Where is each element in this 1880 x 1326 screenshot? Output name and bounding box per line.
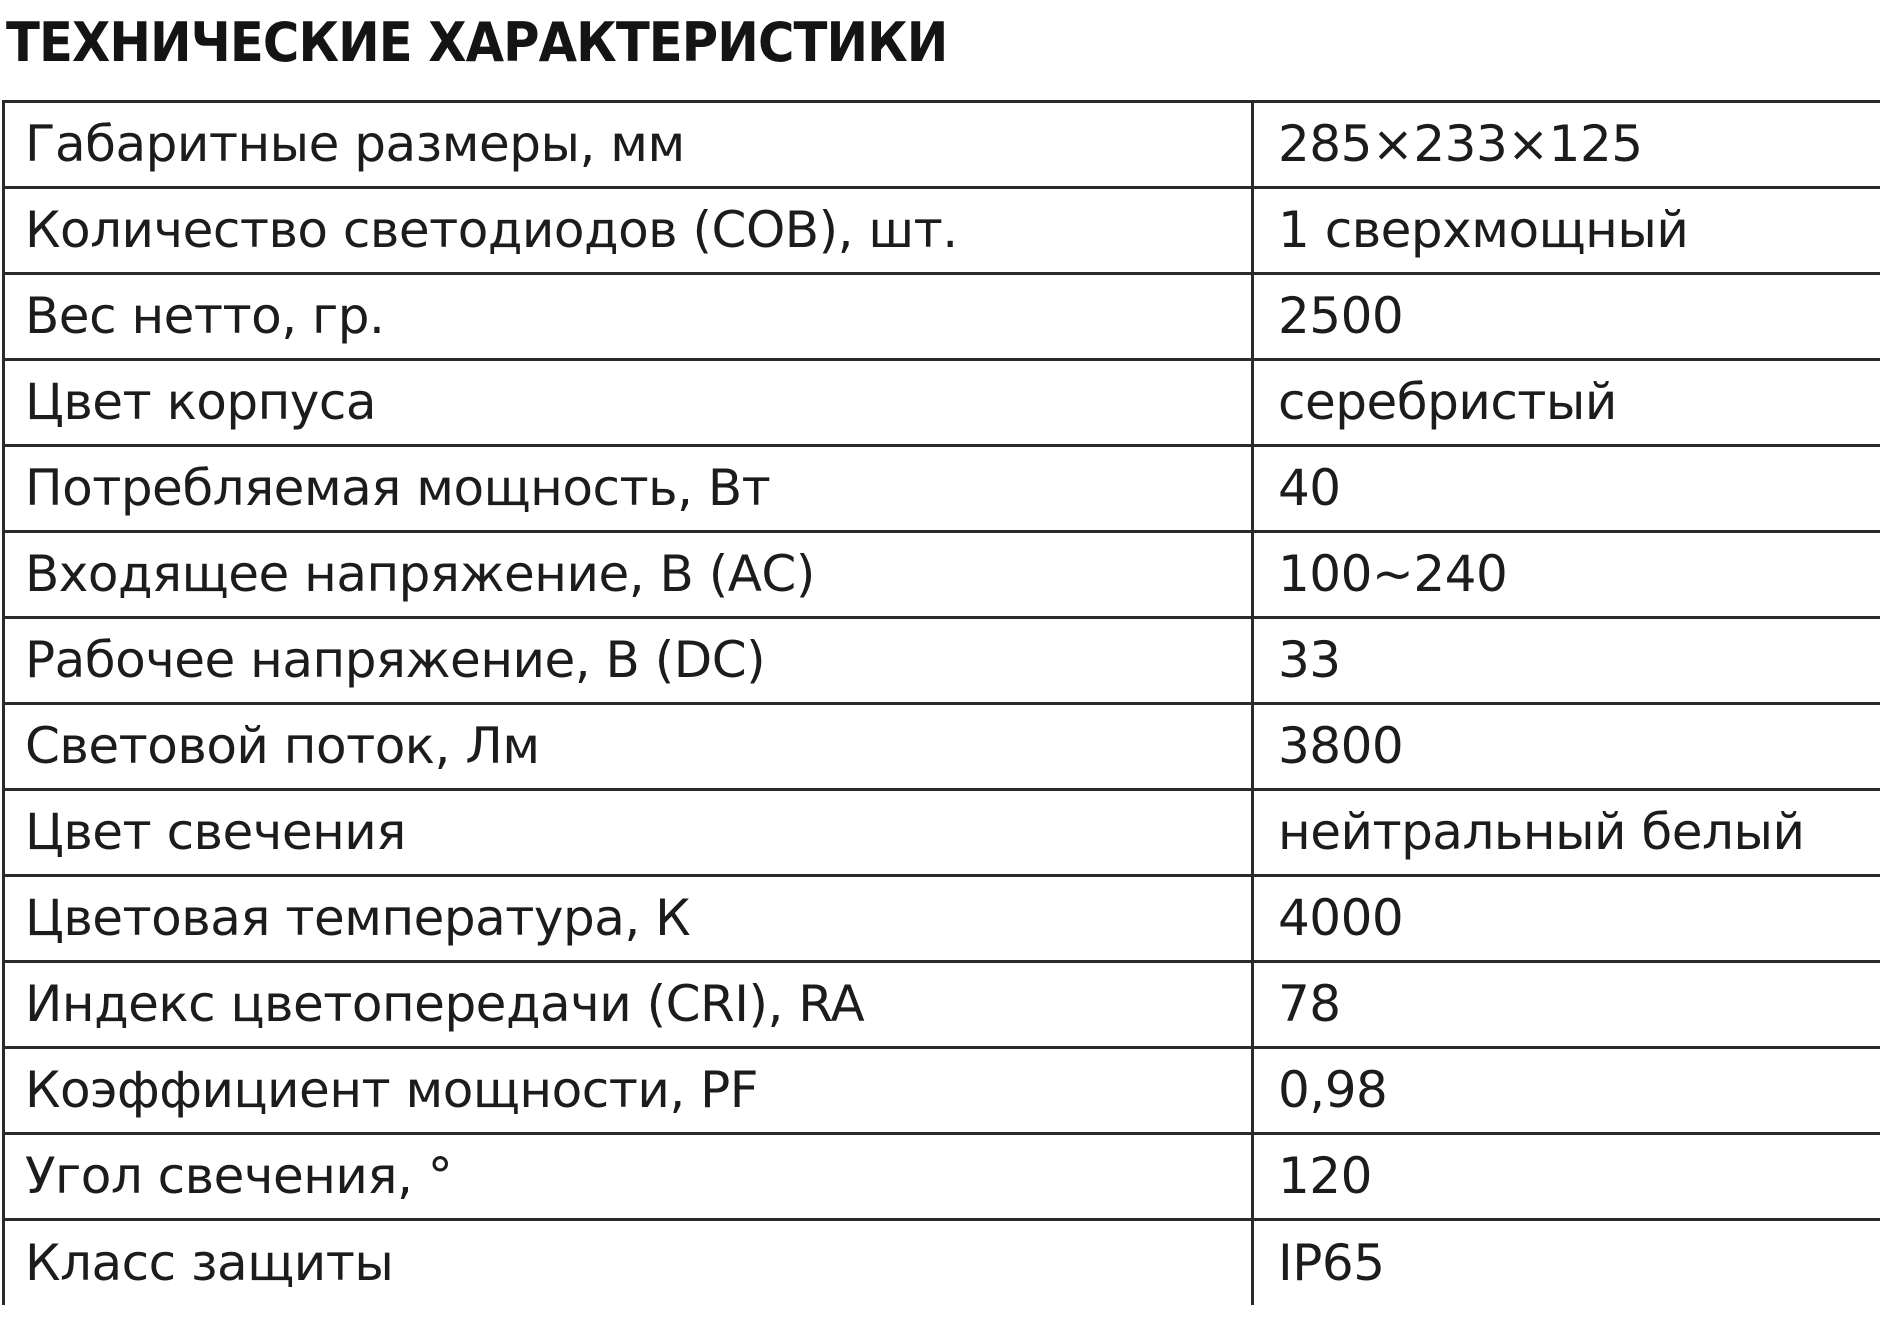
table-row bbox=[4, 876, 1880, 962]
table-row bbox=[4, 360, 1880, 446]
spec-name: Коэффициент мощности, PF bbox=[4, 1048, 1253, 1134]
spec-value: 33 bbox=[1253, 618, 1880, 704]
spec-name: Цветовая температура, К bbox=[4, 876, 1253, 962]
spec-value: IP65 bbox=[1253, 1220, 1880, 1306]
table-row bbox=[4, 532, 1880, 618]
spec-value: нейтральный белый bbox=[1253, 790, 1880, 876]
spec-name: Вес нетто, гр. bbox=[4, 274, 1253, 360]
table-row bbox=[4, 102, 1880, 188]
spec-value: 100~240 bbox=[1253, 532, 1880, 618]
spec-name: Габаритные размеры, мм bbox=[4, 102, 1253, 188]
table-row bbox=[4, 1220, 1880, 1306]
spec-name: Количество светодиодов (COB), шт. bbox=[4, 188, 1253, 274]
spec-value: 40 bbox=[1253, 446, 1880, 532]
spec-table bbox=[2, 100, 1880, 1305]
table-row bbox=[4, 1134, 1880, 1220]
spec-name: Световой поток, Лм bbox=[4, 704, 1253, 790]
spec-name: Рабочее напряжение, В (DC) bbox=[4, 618, 1253, 704]
table-row bbox=[4, 790, 1880, 876]
table-row bbox=[4, 962, 1880, 1048]
spec-value: 4000 bbox=[1253, 876, 1880, 962]
table-row bbox=[4, 704, 1880, 790]
spec-name: Угол свечения, ° bbox=[4, 1134, 1253, 1220]
spec-value: 285×233×125 bbox=[1253, 102, 1880, 188]
page-title: ТЕХНИЧЕСКИЕ ХАРАКТЕРИСТИКИ bbox=[6, 11, 948, 74]
spec-value: 120 bbox=[1253, 1134, 1880, 1220]
spec-name: Потребляемая мощность, Вт bbox=[4, 446, 1253, 532]
spec-value: 0,98 bbox=[1253, 1048, 1880, 1134]
spec-value: 3800 bbox=[1253, 704, 1880, 790]
table-row bbox=[4, 188, 1880, 274]
spec-name: Класс защиты bbox=[4, 1220, 1253, 1306]
spec-name: Входящее напряжение, В (АС) bbox=[4, 532, 1253, 618]
table-row bbox=[4, 446, 1880, 532]
spec-name: Цвет свечения bbox=[4, 790, 1253, 876]
table-row bbox=[4, 618, 1880, 704]
table-row bbox=[4, 1048, 1880, 1134]
spec-value: серебристый bbox=[1253, 360, 1880, 446]
spec-name: Цвет корпуса bbox=[4, 360, 1253, 446]
spec-name: Индекс цветопередачи (CRI), RA bbox=[4, 962, 1253, 1048]
table-row bbox=[4, 274, 1880, 360]
spec-value: 2500 bbox=[1253, 274, 1880, 360]
spec-value: 1 сверхмощный bbox=[1253, 188, 1880, 274]
spec-value: 78 bbox=[1253, 962, 1880, 1048]
